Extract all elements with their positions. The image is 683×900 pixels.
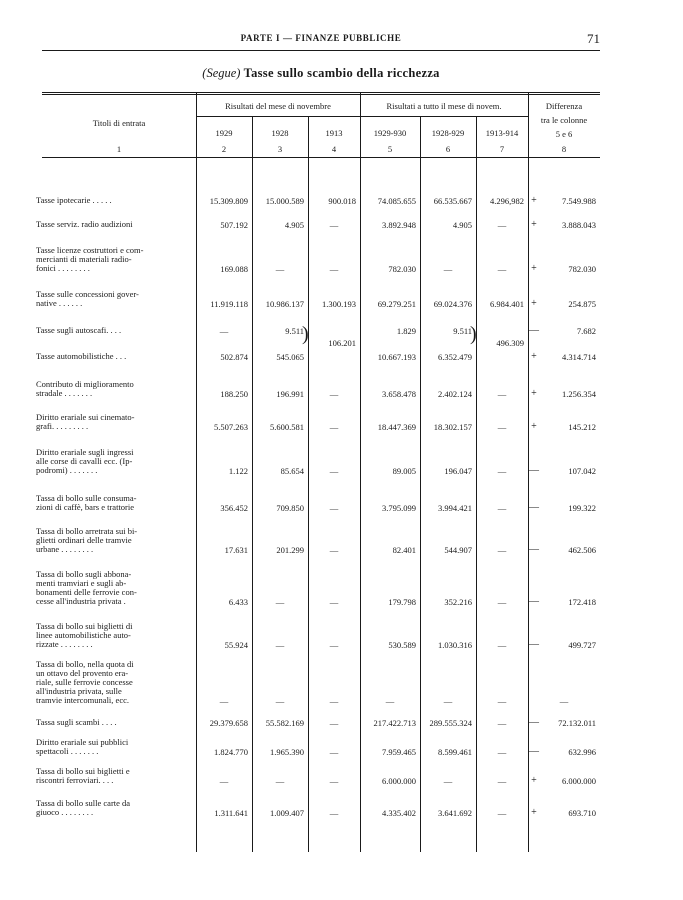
- row-label: cesse all'industria privata .: [36, 596, 126, 606]
- diff-sign: —: [529, 746, 539, 757]
- cell-value: 5.600.581: [270, 422, 304, 432]
- cell-value: 6.984.401: [490, 299, 524, 309]
- column-number: 4: [331, 144, 337, 154]
- cell-value: 9.511: [285, 326, 304, 336]
- page-number: 71: [587, 31, 600, 46]
- column-header-year: 1913: [325, 128, 343, 138]
- cell-value: 2.402.124: [438, 389, 472, 399]
- cell-dash: —: [559, 696, 569, 706]
- diff-value: 499.727: [568, 640, 596, 650]
- column-group-tutto: Risultati a tutto il mese di novem.: [386, 101, 502, 111]
- cell-dash: —: [329, 545, 339, 555]
- column-header-year: 1929-930: [373, 128, 407, 138]
- row-label: urbane . . . . . . . .: [36, 544, 94, 554]
- cell-value: 74.085.655: [377, 196, 416, 206]
- group-rule-tutto: [360, 116, 528, 117]
- cell-value: 709.850: [276, 503, 304, 513]
- cell-dash: —: [497, 776, 507, 786]
- title-prefix: (Segue): [202, 66, 241, 80]
- diff-sign: +: [531, 219, 537, 230]
- row-label: tramvie intercomunali, ecc.: [36, 695, 129, 705]
- cell-dash: —: [329, 747, 339, 757]
- cell-dash: —: [329, 220, 339, 230]
- cell-value: 8.599.461: [438, 747, 472, 757]
- cell-value: 6.352.479: [438, 352, 472, 362]
- cell-dash: —: [219, 696, 229, 706]
- merged-value-1913-total: 496.309: [496, 338, 524, 348]
- column-header-titoli: Titoli di entrata: [92, 118, 146, 128]
- cell-dash: —: [329, 718, 339, 728]
- header-bottom-rule: [42, 157, 600, 158]
- row-label: Tassa di bollo sulle consuma-: [36, 493, 137, 503]
- cell-dash: —: [497, 747, 507, 757]
- cell-dash: —: [497, 264, 507, 274]
- cell-value: 69.279.251: [377, 299, 416, 309]
- diff-sign: +: [531, 263, 537, 274]
- cell-value: 217.422.713: [373, 718, 416, 728]
- group-rule-mese: [196, 116, 360, 117]
- row-label: giuoco . . . . . . . .: [36, 807, 94, 817]
- cell-dash: —: [329, 422, 339, 432]
- cell-dash: —: [329, 696, 339, 706]
- row-label: mercianti di materiali radio-: [36, 254, 132, 264]
- row-label: glietti ordinari delle tramvie: [36, 535, 132, 545]
- cell-value: 10.986.137: [265, 299, 304, 309]
- cell-value: 4.335.402: [382, 808, 416, 818]
- cell-value: 782.030: [388, 264, 416, 274]
- diff-value: 254.875: [568, 299, 596, 309]
- cell-value: 352.216: [444, 597, 472, 607]
- row-label: menti tramviari e sugli ab-: [36, 578, 127, 588]
- diff-sign: +: [531, 351, 537, 362]
- row-label: stradale . . . . . . .: [36, 388, 93, 398]
- row-label: Tasse sulle concessioni gover-: [36, 289, 139, 299]
- cell-dash: —: [219, 776, 229, 786]
- cell-dash: —: [497, 422, 507, 432]
- column-header-differenza: tra le colonne: [540, 115, 588, 125]
- row-label: alle corse di cavalli ecc. (Ip-: [36, 456, 133, 466]
- row-label: fonici . . . . . . . .: [36, 263, 90, 273]
- diff-value: 3.888.043: [562, 220, 596, 230]
- diff-sign: +: [531, 807, 537, 818]
- cell-value: 188.250: [220, 389, 248, 399]
- cell-dash: —: [497, 696, 507, 706]
- title-text: Tasse sullo scambio della ricchezza: [243, 66, 440, 80]
- diff-value: 172.418: [568, 597, 596, 607]
- diff-value: 199.322: [568, 503, 596, 513]
- cell-value: 69.024.376: [433, 299, 472, 309]
- cell-value: 10.667.193: [377, 352, 416, 362]
- column-header-differenza: 5 e 6: [555, 129, 573, 139]
- cell-dash: —: [497, 640, 507, 650]
- diff-sign: +: [531, 775, 537, 786]
- column-header-year: 1929: [215, 128, 233, 138]
- cell-value: 1.965.390: [270, 747, 304, 757]
- merge-brace: ): [302, 323, 309, 345]
- diff-value: 693.710: [568, 808, 596, 818]
- running-header: [42, 31, 600, 49]
- cell-value: 530.589: [388, 640, 416, 650]
- cell-dash: —: [275, 696, 285, 706]
- row-label: podromi) . . . . . . .: [36, 465, 98, 475]
- row-label: Tasse sugli autoscafi. . . .: [36, 325, 122, 335]
- diff-value: 782.030: [568, 264, 596, 274]
- diff-sign: —: [529, 544, 539, 555]
- row-label: Tassa di bollo sugli abbona-: [36, 569, 132, 579]
- row-label: grafi. . . . . . . . .: [36, 421, 89, 431]
- cell-dash: —: [329, 466, 339, 476]
- cell-value: 196.047: [444, 466, 472, 476]
- cell-dash: —: [497, 597, 507, 607]
- row-label: Diritto erariale sui cinemato-: [36, 412, 135, 422]
- cell-value: 18.447.369: [377, 422, 416, 432]
- column-number: 6: [445, 144, 451, 154]
- row-label: riscontri ferroviari. . . .: [36, 775, 114, 785]
- cell-value: 11.919.118: [210, 299, 248, 309]
- diff-sign: +: [531, 388, 537, 399]
- row-label: Tasse licenze costruttori e com-: [36, 245, 144, 255]
- cell-value: 17.631: [224, 545, 248, 555]
- header-title: PARTE I — FINANZE PUBBLICHE: [240, 33, 402, 43]
- diff-sign: —: [529, 596, 539, 607]
- diff-value: 107.042: [568, 466, 596, 476]
- cell-value: 1.030.316: [438, 640, 472, 650]
- cell-value: 85.654: [280, 466, 304, 476]
- diff-value: 7.682: [576, 326, 596, 336]
- cell-value: 9.511: [453, 326, 472, 336]
- row-label: Contributo di miglioramento: [36, 379, 134, 389]
- row-label: Tasse ipotecarie . . . . .: [36, 195, 112, 205]
- cell-value: 55.924: [224, 640, 248, 650]
- merged-value-1913-month: 106.201: [328, 338, 356, 348]
- cell-value: 7.959.465: [382, 747, 416, 757]
- row-label: bonamenti delle ferrovie con-: [36, 587, 137, 597]
- cell-dash: —: [443, 776, 453, 786]
- cell-value: 544.907: [444, 545, 472, 555]
- column-number: 8: [561, 144, 567, 154]
- cell-value: 4.905: [452, 220, 472, 230]
- diff-value: 632.996: [568, 747, 596, 757]
- row-label: Tassa di bollo arretrata sui bi-: [36, 526, 138, 536]
- cell-dash: —: [497, 808, 507, 818]
- row-label: Diritto erariale sugli ingressi: [36, 447, 134, 457]
- cell-dash: —: [443, 264, 453, 274]
- cell-value: 5.507.263: [214, 422, 248, 432]
- cell-value: 179.798: [388, 597, 416, 607]
- cell-dash: —: [329, 264, 339, 274]
- cell-value: 356.452: [220, 503, 248, 513]
- column-number: 5: [387, 144, 393, 154]
- table-top-rule-2: [42, 94, 600, 95]
- cell-value: 6.000.000: [382, 776, 416, 786]
- cell-dash: —: [497, 220, 507, 230]
- row-label: Diritto erariale sui pubblici: [36, 737, 129, 747]
- diff-sign: +: [531, 195, 537, 206]
- cell-dash: —: [329, 597, 339, 607]
- cell-value: 18.302.157: [433, 422, 472, 432]
- diff-value: 7.549.988: [562, 196, 596, 206]
- diff-sign: —: [529, 502, 539, 513]
- row-label: Tasse serviz. radio audizioni: [36, 219, 133, 229]
- row-label: linee automobilistiche auto-: [36, 630, 131, 640]
- cell-dash: —: [275, 597, 285, 607]
- cell-value: 3.795.099: [382, 503, 416, 513]
- column-header-differenza: Differenza: [545, 101, 583, 111]
- cell-value: 900.018: [328, 196, 356, 206]
- table-title: [42, 66, 600, 81]
- diff-sign: +: [531, 421, 537, 432]
- diff-sign: —: [529, 325, 539, 336]
- row-label: Tassa di bollo sulle carte da: [36, 798, 131, 808]
- column-group-mese: Risultati del mese di novembre: [225, 101, 331, 111]
- column-number: 3: [277, 144, 283, 154]
- cell-dash: —: [497, 503, 507, 513]
- diff-sign: —: [529, 465, 539, 476]
- row-label: zioni di caffè, bars e trattorie: [36, 502, 135, 512]
- cell-dash: —: [219, 326, 229, 336]
- cell-value: 507.192: [220, 220, 248, 230]
- column-header-year: 1928-929: [431, 128, 465, 138]
- cell-value: 3.641.692: [438, 808, 472, 818]
- row-label: riale, sulle ferrovie concesse: [36, 677, 133, 687]
- diff-value: 145.212: [568, 422, 596, 432]
- diff-sign: +: [531, 298, 537, 309]
- merge-brace: ): [470, 323, 477, 345]
- cell-dash: —: [497, 718, 507, 728]
- row-label: Tassa di bollo sui biglietti e: [36, 766, 130, 776]
- cell-value: 55.582.169: [265, 718, 304, 728]
- diff-value: 4.314.714: [562, 352, 596, 362]
- row-label: Tassa di bollo sui biglietti di: [36, 621, 133, 631]
- row-label: all'industria privata, sulle: [36, 686, 122, 696]
- column-header-year: 1928: [271, 128, 289, 138]
- cell-value: 15.000.589: [265, 196, 304, 206]
- table-top-rule: [42, 92, 600, 93]
- column-number: 1: [116, 144, 122, 154]
- cell-value: 1.300.193: [322, 299, 356, 309]
- cell-dash: —: [275, 776, 285, 786]
- cell-value: 3.892.948: [382, 220, 416, 230]
- cell-value: 89.005: [392, 466, 416, 476]
- cell-dash: —: [497, 545, 507, 555]
- diff-value: 72.132.011: [558, 718, 596, 728]
- cell-value: 29.379.658: [209, 718, 248, 728]
- cell-value: 15.309.809: [209, 196, 248, 206]
- cell-value: 1.009.407: [270, 808, 304, 818]
- diff-value: 6.000.000: [562, 776, 596, 786]
- cell-value: 502.874: [220, 352, 248, 362]
- cell-value: 66.535.667: [433, 196, 472, 206]
- header-rule: [42, 50, 600, 51]
- cell-dash: —: [329, 808, 339, 818]
- cell-dash: —: [329, 640, 339, 650]
- row-label: native . . . . . .: [36, 298, 83, 308]
- cell-value: 1.122: [228, 466, 248, 476]
- cell-value: 6.433: [228, 597, 248, 607]
- row-label: rizzate . . . . . . . .: [36, 639, 93, 649]
- cell-value: 545.065: [276, 352, 304, 362]
- cell-dash: —: [443, 696, 453, 706]
- cell-value: 4.296,982: [490, 196, 524, 206]
- cell-value: 201.299: [276, 545, 304, 555]
- cell-value: 169.088: [220, 264, 248, 274]
- diff-value: 462.506: [568, 545, 596, 555]
- row-label: spettacoli . . . . . . .: [36, 746, 99, 756]
- diff-sign: —: [529, 639, 539, 650]
- cell-value: 289.555.324: [429, 718, 472, 728]
- row-label: un ottavo del provento era-: [36, 668, 129, 678]
- diff-sign: —: [529, 717, 539, 728]
- cell-dash: —: [275, 264, 285, 274]
- column-number: 2: [221, 144, 227, 154]
- cell-value: 82.401: [392, 545, 416, 555]
- cell-dash: —: [329, 776, 339, 786]
- cell-value: 1.311.641: [214, 808, 248, 818]
- cell-value: 196.991: [276, 389, 304, 399]
- diff-value: 1.256.354: [562, 389, 596, 399]
- row-label: Tassa di bollo, nella quota di: [36, 659, 134, 669]
- cell-dash: —: [329, 389, 339, 399]
- cell-value: 3.658.478: [382, 389, 416, 399]
- cell-dash: —: [497, 389, 507, 399]
- cell-dash: —: [275, 640, 285, 650]
- cell-value: 1.824.770: [214, 747, 248, 757]
- cell-value: 3.994.421: [438, 503, 472, 513]
- row-label: Tasse automobilistiche . . .: [36, 351, 127, 361]
- cell-dash: —: [497, 466, 507, 476]
- column-header-year: 1913-914: [485, 128, 519, 138]
- cell-value: 1.829: [396, 326, 416, 336]
- cell-dash: —: [329, 503, 339, 513]
- cell-dash: —: [385, 696, 395, 706]
- row-label: Tassa sugli scambi . . . .: [36, 717, 117, 727]
- column-number: 7: [499, 144, 505, 154]
- cell-value: 4.905: [284, 220, 304, 230]
